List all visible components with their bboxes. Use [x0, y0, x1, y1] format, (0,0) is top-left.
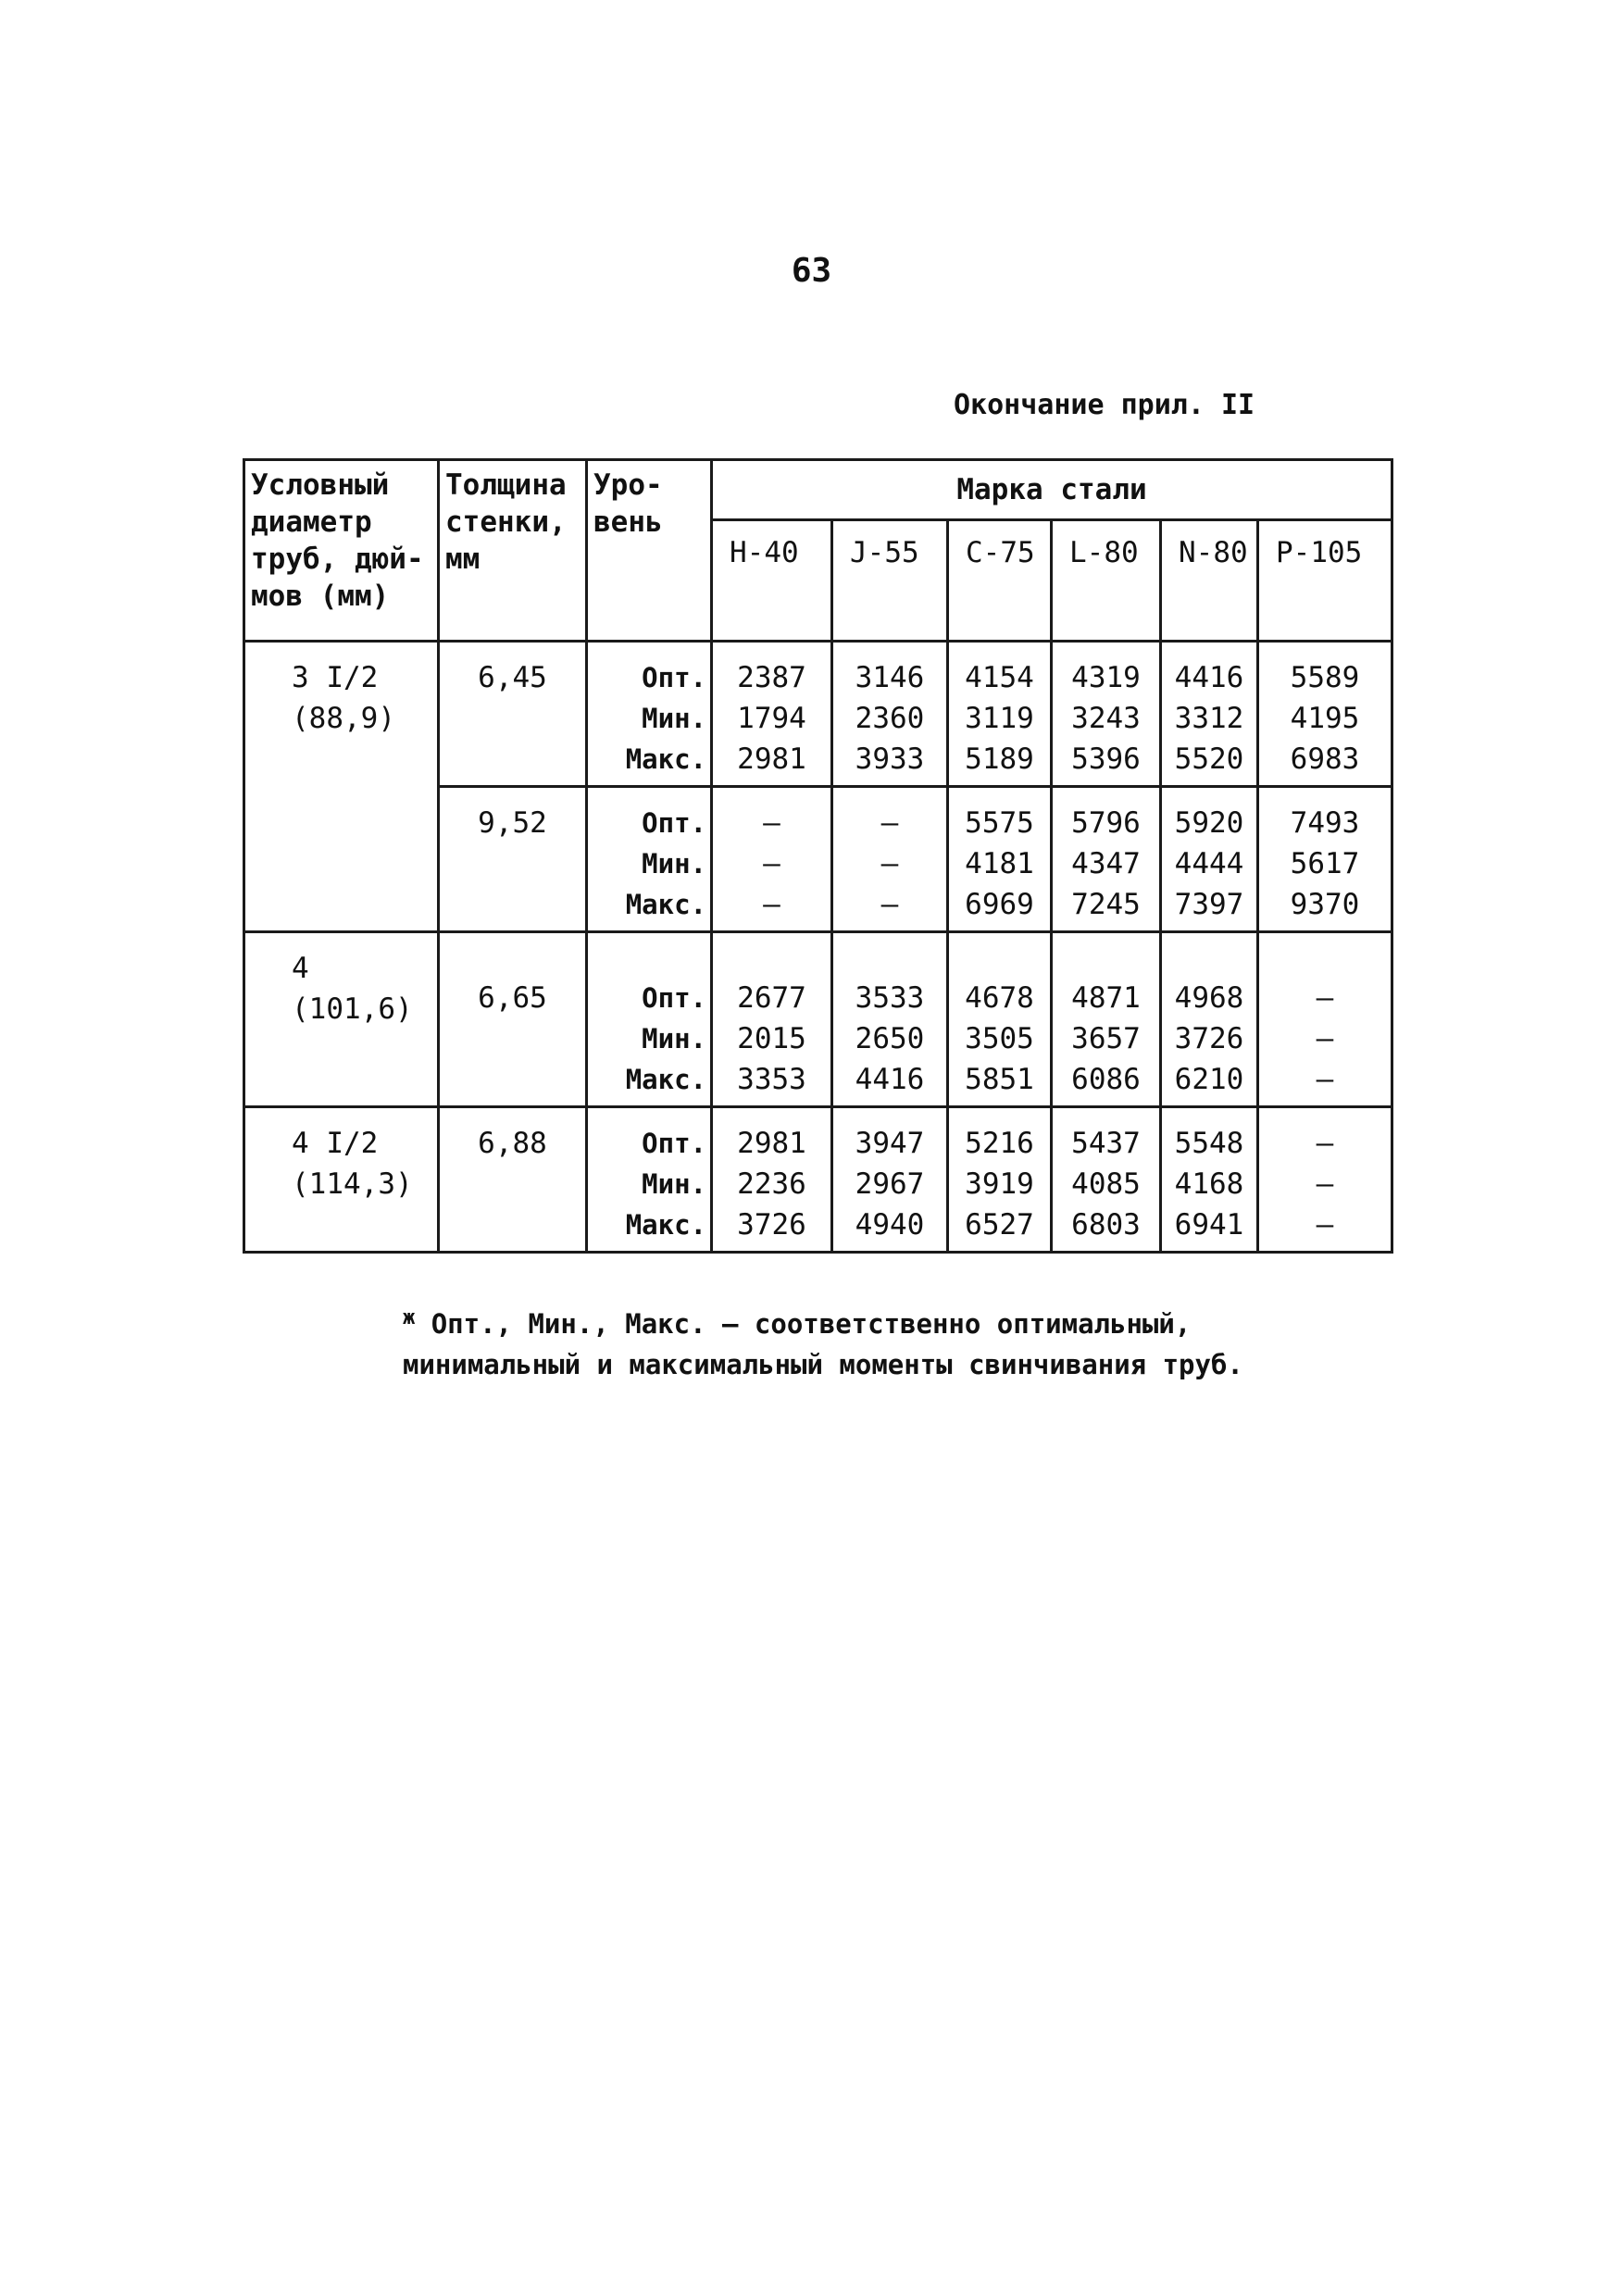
level-label: Опт.: [642, 1128, 706, 1159]
value: 3243: [1071, 702, 1141, 735]
value: 7245: [1071, 888, 1141, 921]
cell-values: [1052, 1107, 1161, 1253]
value: 4085: [1071, 1167, 1141, 1201]
value: 6983: [1290, 742, 1360, 776]
header-diameter: Условный диаметр труб, дюй-мов (мм): [244, 460, 439, 642]
cell-values: [712, 932, 832, 1107]
value: 4168: [1174, 1167, 1244, 1201]
header-grade-l80: L-80: [1052, 520, 1161, 642]
value: 6086: [1071, 1063, 1141, 1096]
value: 5520: [1174, 742, 1244, 776]
level-label: Мин.: [642, 1168, 706, 1200]
cell-values: [948, 932, 1052, 1107]
level-label: Опт.: [642, 807, 706, 839]
value: 6969: [965, 888, 1034, 921]
cell-values: [832, 932, 948, 1107]
header-grade-c75: С-75: [948, 520, 1052, 642]
value: –: [763, 888, 780, 921]
value: 3657: [1071, 1022, 1141, 1055]
value: 3919: [965, 1167, 1034, 1201]
value: 3726: [1174, 1022, 1244, 1055]
value: 5437: [1071, 1127, 1141, 1160]
value: 6210: [1174, 1063, 1244, 1096]
header-grade-n80: N-80: [1161, 520, 1258, 642]
header-level: Уро-вень: [587, 460, 712, 642]
value: 4444: [1174, 847, 1244, 880]
value: 2236: [737, 1167, 806, 1201]
cell-values: [1052, 932, 1161, 1107]
value: –: [763, 847, 780, 880]
cell-values: [1052, 787, 1161, 932]
cell-values: [1258, 1107, 1392, 1253]
cell-values: [832, 642, 948, 787]
cell-values: [1161, 932, 1258, 1107]
value: 4871: [1071, 981, 1141, 1015]
cell-levels: [587, 932, 712, 1107]
value: 3353: [737, 1063, 806, 1096]
value: 4195: [1290, 702, 1360, 735]
value: 3146: [855, 661, 925, 694]
value: –: [1316, 981, 1334, 1015]
level-label: Опт.: [642, 982, 706, 1014]
level-label: Мин.: [642, 703, 706, 734]
level-label: Мин.: [642, 848, 706, 880]
cell-values: [1161, 787, 1258, 932]
value: 2015: [737, 1022, 806, 1055]
cell-levels: [587, 1107, 712, 1253]
value: 5589: [1290, 661, 1360, 694]
table-row: [244, 932, 1392, 1107]
value: 4154: [965, 661, 1034, 694]
header-grade-h40: Н-40: [712, 520, 832, 642]
footnote-line-1: [403, 1304, 1243, 1344]
cell-values: [832, 787, 948, 932]
cell-values: [712, 1107, 832, 1253]
header-steel-grade: Марка стали: [712, 460, 1392, 520]
cell-thickness: 9,52: [439, 787, 587, 932]
value: 4940: [855, 1208, 925, 1242]
value: –: [763, 806, 780, 840]
torque-table: [243, 458, 1393, 1254]
value: 5920: [1174, 806, 1244, 840]
value: 4416: [1174, 661, 1244, 694]
cell-diameter: 4 (101,6): [244, 932, 439, 1107]
value: 3119: [965, 702, 1034, 735]
value: –: [1316, 1208, 1334, 1242]
cell-values: [1161, 1107, 1258, 1253]
value: –: [880, 888, 899, 921]
value: 5796: [1071, 806, 1141, 840]
cell-values: [1258, 642, 1392, 787]
value: –: [1316, 1063, 1334, 1096]
cell-values: [948, 787, 1052, 932]
footnote-marker: ж: [403, 1306, 416, 1329]
value: –: [880, 847, 899, 880]
value: 3505: [965, 1022, 1034, 1055]
header-grade-p105: Р-105: [1258, 520, 1392, 642]
level-label: Макс.: [625, 889, 706, 920]
cell-values: [1052, 642, 1161, 787]
value: 3933: [855, 742, 925, 776]
level-label: Мин.: [642, 1023, 706, 1054]
cell-values: [712, 787, 832, 932]
value: 4968: [1174, 981, 1244, 1015]
table-row: [244, 642, 1392, 787]
cell-diameter: 4 I/2 (114,3): [244, 1107, 439, 1253]
cell-values: [948, 1107, 1052, 1253]
value: 2981: [737, 1127, 806, 1160]
footnote: [403, 1304, 1243, 1385]
header-thickness: Толщина стенки, мм: [439, 460, 587, 642]
value: 7397: [1174, 888, 1244, 921]
cell-values: [712, 642, 832, 787]
value: –: [880, 806, 899, 840]
value: 7493: [1290, 806, 1360, 840]
value: 5575: [965, 806, 1034, 840]
value: –: [1316, 1167, 1334, 1201]
value: 2981: [737, 742, 806, 776]
value: 1794: [737, 702, 806, 735]
value: 5189: [965, 742, 1034, 776]
value: 2650: [855, 1022, 925, 1055]
value: 3947: [855, 1127, 925, 1160]
value: 4416: [855, 1063, 925, 1096]
value: 2967: [855, 1167, 925, 1201]
cell-values: [1258, 787, 1392, 932]
value: 6941: [1174, 1208, 1244, 1242]
value: 6527: [965, 1208, 1034, 1242]
cell-values: [948, 642, 1052, 787]
level-label: Макс.: [625, 1209, 706, 1241]
value: 5851: [965, 1063, 1034, 1096]
page-number: 63: [791, 252, 832, 290]
value: 4678: [965, 981, 1034, 1015]
value: 4347: [1071, 847, 1141, 880]
footnote-text-1: Опт., Мин., Макс. – соответственно оптимальный,: [431, 1308, 1192, 1340]
appendix-continuation-note: Окончание прил. II: [954, 389, 1255, 421]
value: 2387: [737, 661, 806, 694]
value: 4319: [1071, 661, 1141, 694]
footnote-line-2: минимальный и максимальный моменты свинчивания труб.: [403, 1349, 1243, 1380]
cell-levels: [587, 787, 712, 932]
value: 6803: [1071, 1208, 1141, 1242]
value: 2360: [855, 702, 925, 735]
value: 2677: [737, 981, 806, 1015]
value: 3533: [855, 981, 925, 1015]
value: 3312: [1174, 702, 1244, 735]
value: 4181: [965, 847, 1034, 880]
value: –: [1316, 1022, 1334, 1055]
value: 5216: [965, 1127, 1034, 1160]
cell-diameter: 3 I/2 (88,9): [244, 642, 439, 932]
level-label: Опт.: [642, 662, 706, 693]
value: 5396: [1071, 742, 1141, 776]
header-grade-j55: J-55: [832, 520, 948, 642]
cell-levels: [587, 642, 712, 787]
cell-thickness: 6,45: [439, 642, 587, 787]
table-row: [244, 1107, 1392, 1253]
cell-thickness: 6,65: [439, 932, 587, 1107]
value: –: [1316, 1127, 1334, 1160]
level-label: Макс.: [625, 743, 706, 775]
cell-values: [1258, 932, 1392, 1107]
value: 5548: [1174, 1127, 1244, 1160]
value: 9370: [1290, 888, 1360, 921]
value: 3726: [737, 1208, 806, 1242]
cell-values: [832, 1107, 948, 1253]
cell-thickness: 6,88: [439, 1107, 587, 1253]
cell-values: [1161, 642, 1258, 787]
level-label: Макс.: [625, 1064, 706, 1095]
value: 5617: [1290, 847, 1360, 880]
